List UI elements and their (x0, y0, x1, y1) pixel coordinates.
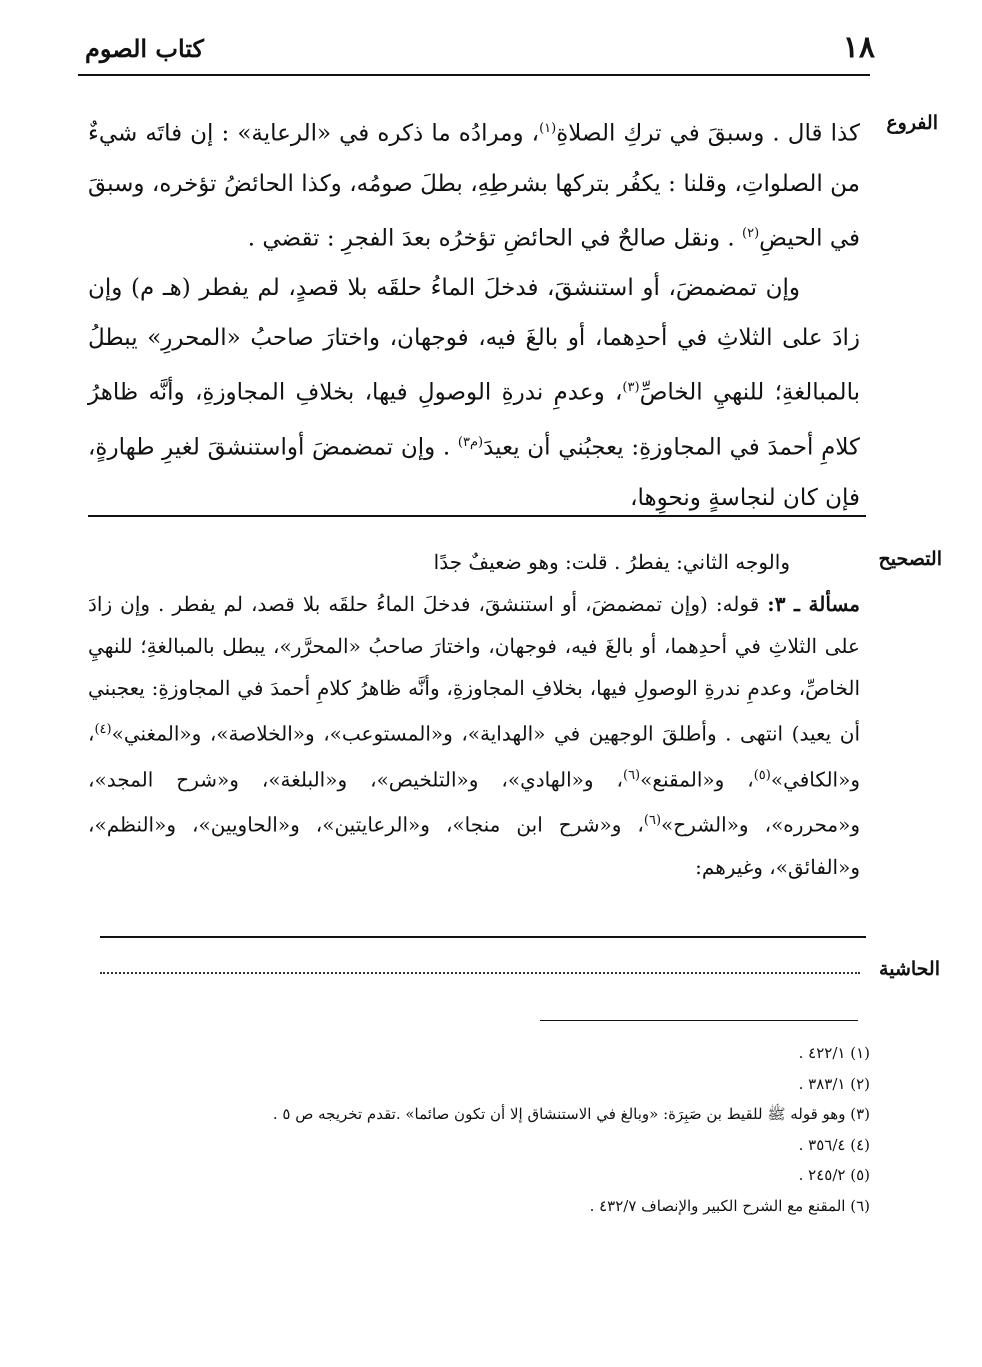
section-label-furu: الفروع (886, 112, 938, 134)
header-rule (78, 74, 870, 76)
footnote-2: (٢) ٣٨٣/١ . (798, 1074, 870, 1093)
tashih-paragraph-2: مسألة ـ ٣: قوله: (وإن تمضمضَ، أو استنشقَ، فدخلَ الماءُ حلقَه بلا قصد، لم يفطر . وإن زادَ على الثلاثِ في أحدِهما، أو بالغَ فيه، فوجهان، واختارَ صاحبُ «المحرَّر»، يبطل بالمبالغةِ؛ للنهيِ الخاصِّ، وعدمِ ندرةِ الوصولِ فيها، بخلافِ المجاوزةِ، وأنَّه ظاهرُ كلامِ أحمدَ في المجاوزةِ: يعجبني أن يعيد) انتهى . وأطلقَ الوجهين في «الهداية»، و«المستوعب»، و«الخلاصة»، و«المغني»$^{(٤)}$، و«الكافي»$^{(٥)}$، و«المقنع»$^{(٦)}$، و«الهادي»، و«التلخيص»، و«البلغة»، و«شرح المجد»، و«محرره»، و«الشرح»$^{(٦)}$، و«شرح ابن منجا»، و«الرعايتين»، و«الحاويين»، و«النظم»، و«الفائق»، وغيرهم: (88, 592, 860, 879)
footnote-4: (٤) ٣٥٦/٤ . (798, 1135, 870, 1154)
footnote-ref: (٦) (622, 767, 641, 783)
tashih-text (88, 541, 860, 888)
section-divider (100, 936, 866, 938)
footnote-3: (٣) وهو قوله ﷺ للقيط بن صَبِرَة: «وبالغ في الاستنشاق إلا أن تكون صائما» .تقدم تخريجه ص ٥ . (272, 1105, 870, 1123)
furu-paragraph-2: وإن تمضمضَ، أو استنشقَ، فدخلَ الماءُ حلقَه بلا قصدٍ، لم يفطر (هـ م) وإن زادَ على الثلاثِ في أحدِهما، أو بالغَ فيه، فوجهان، واختارَ صاحبُ «المحررِ» يبطلُ بالمبالغةِ؛ للنهيِ الخاصِّ$^{(٣)}$، وعدمِ ندرةِ الوصولِ فيها، بخلافِ المجاوزةِ، وأنَّه ظاهرُ كلامِ أحمدَ في المجاوزةِ: يعجبُني أن يعيدَ$^{(م٣)}$ . وإن تمضمضَ أواستنشقَ لغيرِ طهارةٍ، فإن كان لنجاسةٍ ونحوِها، (88, 275, 861, 511)
footnote-ref: (١) (539, 121, 557, 136)
footnote-rule (540, 1020, 858, 1021)
footnotes (180, 1038, 870, 1221)
footnote-6: (٦) المقنع مع الشرح الكبير والإنصاف ٤٣٢/٧ . (589, 1196, 870, 1215)
section-label-tashih: التصحيح (878, 548, 942, 570)
dotted-rule (100, 972, 860, 974)
footnote-ref: (٤) (94, 722, 112, 737)
footnote-5: (٥) ٢٤٥/٢ . (798, 1166, 870, 1184)
furu-paragraph-1: كذا قال . وسبقَ في تركِ الصلاةِ$^{(١)}$، ومرادُه ما ذكره في «الرعاية» : إن فاتَه شيءٌ من الصلواتِ، وقلنا : يكفُر بتركها بشرطِهِ، بطلَ صومُه، وكذا الحائضُ تؤخره، وسبقَ في الحيضِ$^{(٢)}$ . ونقل صالحٌ في الحائضِ تؤخرُه بعدَ الفجرِ : تقضي . (88, 120, 860, 252)
masala-label: مسألة ـ ٣: (767, 592, 860, 616)
furu-text (88, 104, 860, 523)
footnote-ref: (م٣) (457, 434, 484, 450)
running-title: كتاب الصوم (85, 34, 204, 63)
footnote-ref: (٣) (622, 380, 640, 396)
footnote-1: (١) ٤٢٢/١ . (798, 1044, 870, 1062)
section-label-hashiya: الحاشية (879, 958, 940, 980)
footnote-ref: (٥) (753, 767, 771, 783)
section-divider (88, 515, 866, 517)
page-number: ١٨ (842, 30, 875, 65)
footnote-ref: (٢) (742, 225, 760, 241)
footnote-ref: (٦) (643, 813, 662, 829)
tashih-paragraph-1: والوجه الثاني: يفطرُ . قلت: وهو ضعيفٌ جدًا (433, 550, 790, 574)
